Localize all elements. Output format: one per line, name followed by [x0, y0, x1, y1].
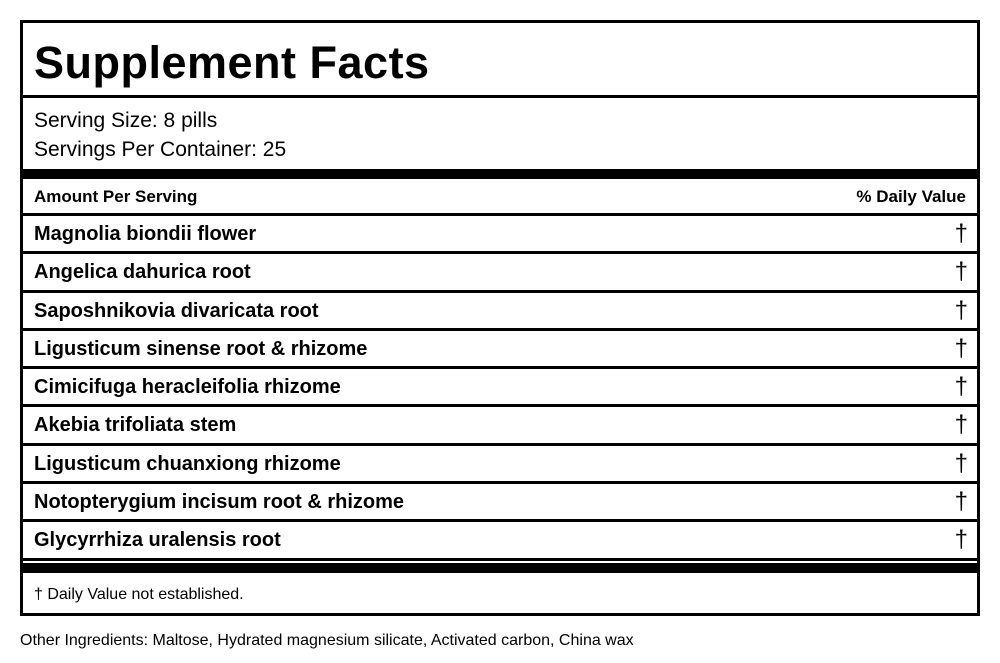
ingredient-row	[23, 369, 977, 407]
ingredient-daily-value: †	[954, 334, 968, 362]
ingredient-daily-value: †	[954, 296, 968, 324]
ingredient-row	[23, 446, 977, 484]
ingredient-name: Magnolia biondii flower	[34, 223, 257, 245]
ingredient-daily-value: †	[954, 449, 968, 477]
ingredient-name: Saposhnikovia divaricata root	[34, 299, 319, 322]
ingredient-name: Ligusticum sinense root & rhizome	[34, 337, 368, 360]
servings-per-container: Servings Per Container: 25	[34, 138, 287, 161]
daily-value-header: % Daily Value	[856, 187, 966, 206]
ingredient-name: Angelica dahurica root	[34, 261, 251, 284]
supplement-facts-panel	[20, 20, 980, 616]
ingredient-row	[23, 407, 977, 445]
ingredient-name: Cimicifuga heracleifolia rhizome	[34, 376, 341, 399]
ingredient-name: Glycyrrhiza uralensis root	[34, 529, 281, 552]
serving-size: Serving Size: 8 pills	[34, 109, 218, 132]
ingredient-daily-value: †	[954, 373, 968, 401]
ingredient-name: Ligusticum chuanxiong rhizome	[34, 452, 341, 475]
ingredient-row	[23, 216, 977, 254]
daily-value-footnote: † Daily Value not established.	[34, 586, 244, 603]
ingredient-daily-value: †	[954, 258, 968, 286]
amount-per-serving-header: Amount Per Serving	[34, 187, 198, 206]
ingredient-row	[23, 293, 977, 331]
title-section	[23, 23, 977, 98]
ingredient-row	[23, 331, 977, 369]
ingredient-row	[23, 522, 977, 560]
ingredient-name: Notopterygium incisum root & rhizome	[34, 491, 405, 514]
other-ingredients: Other Ingredients: Maltose, Hydrated magnesium silicate, Activated carbon, China wax	[20, 632, 634, 649]
ingredient-daily-value: †	[954, 488, 968, 516]
panel-title: Supplement Facts	[34, 37, 430, 88]
column-header-row	[23, 179, 977, 216]
ingredient-list	[23, 216, 977, 561]
ingredient-daily-value: †	[954, 526, 968, 554]
divider-thick-bottom	[23, 563, 977, 573]
ingredient-name: Akebia trifoliata stem	[34, 414, 237, 437]
divider-thick-top	[23, 169, 977, 179]
ingredient-daily-value: †	[954, 220, 968, 247]
ingredient-row	[23, 254, 977, 292]
serving-info	[23, 98, 977, 169]
ingredient-daily-value: †	[954, 411, 968, 439]
ingredient-row	[23, 484, 977, 522]
